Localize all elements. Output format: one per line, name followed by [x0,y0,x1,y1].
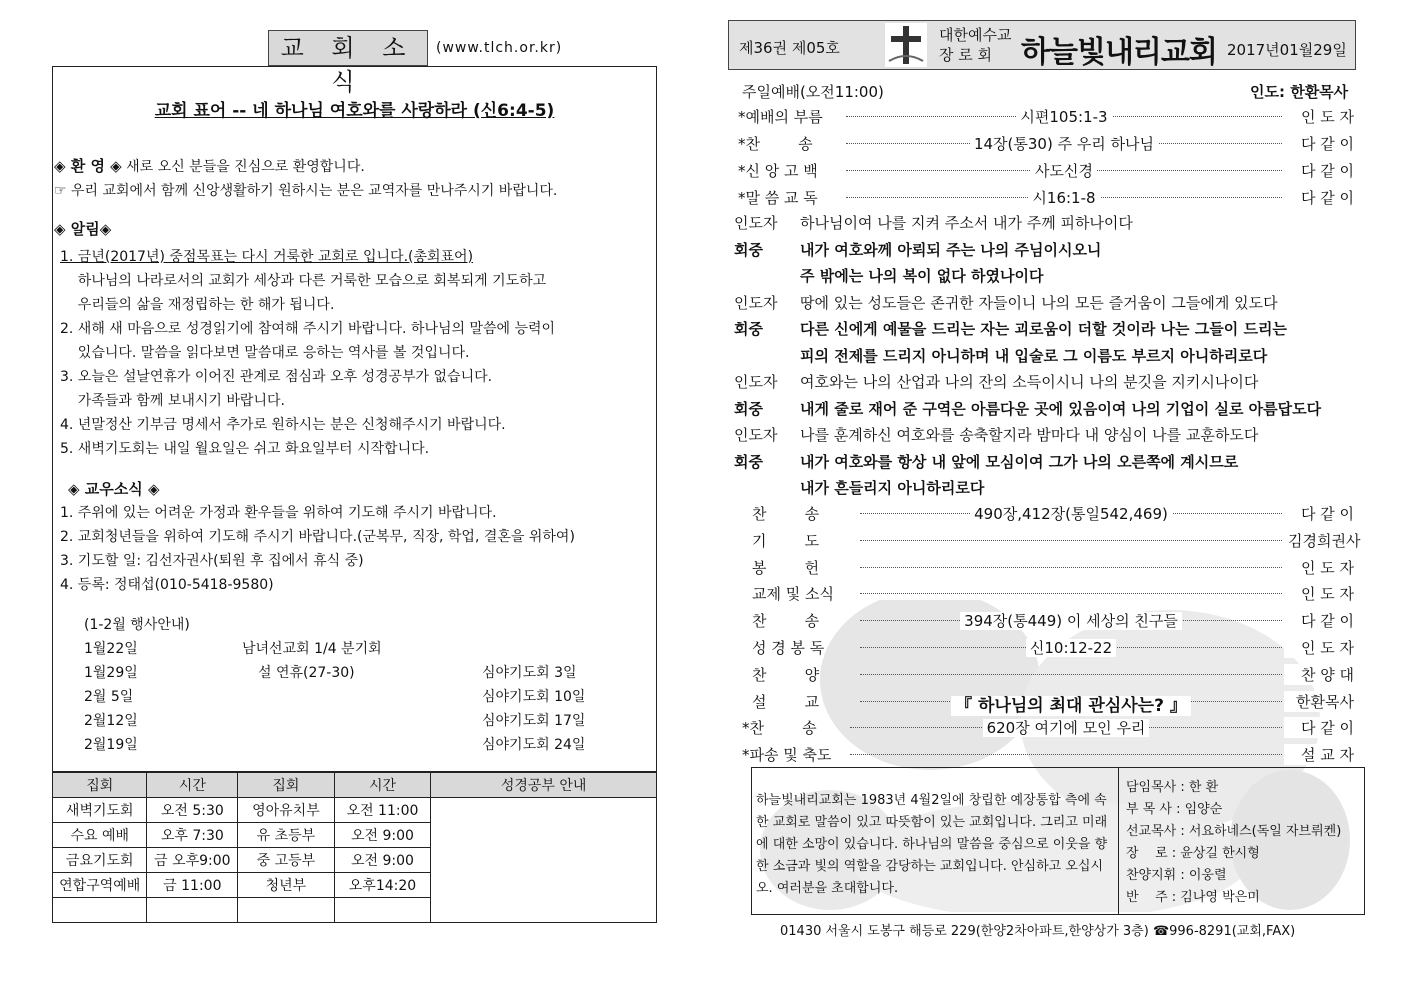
event-date: 1월29일 [84,665,138,681]
order-content-text: 620장 여기에 모인 우리 [983,719,1150,737]
schedule-cell: 중 고등부 [238,848,334,873]
event-name: 남녀선교회 1/4 분기회 [242,641,382,657]
order-label: *파송 및 축도 [742,746,832,765]
welcome-text: 새로 오신 분들을 진심으로 환영합니다. [121,159,365,175]
order-content-text: 사도신경 [1031,162,1097,180]
order-responsible: 다 같 이 [1284,133,1354,154]
order-responsible: 인 도 자 [1284,637,1354,658]
responsive-line: 주 밖에는 나의 복이 없다 하였나이다 [800,267,1044,285]
event-name: 설 연휴(27-30) [258,665,355,681]
leader-dots [850,754,1282,755]
responsive-line: 내가 여호와를 항상 내 앞에 모심이여 그가 나의 오른쪽에 계시므로 [800,452,1239,471]
order-label: *예배의 부름 [738,108,823,126]
schedule-header-cell: 성경공부 안내 [431,773,657,798]
order-content-text: 신10:12-22 [1026,639,1116,657]
notice-heading: ◈ 알림◈ [54,220,112,238]
order-content [852,503,1290,524]
order-content [852,691,1290,716]
order-label: 찬 양 [752,665,820,684]
notice-item: 우리들의 삶을 재정립하는 한 해가 됩니다. [60,297,335,313]
notice-item: 2. 새해 새 마음으로 성경읽기에 참여해 주시기 바랍니다. 하나님의 말씀에 능력이 [60,321,556,337]
order-content [852,610,1290,631]
event-night-prayer: 심야기도회 10일 [482,689,586,705]
order-content-text: 394장(통449) 이 세상의 친구들 [960,612,1182,630]
bulletin-header [728,20,1356,70]
schedule-table [52,772,657,923]
order-content-text: 시편105:1-3 [1016,108,1111,126]
responsive-line: 내가 흔들리지 아니하리로다 [800,479,985,497]
order-label: *찬 송 [742,719,817,738]
schedule-header-cell: 시간 [147,773,238,798]
event-night-prayer: 심야기도회 17일 [482,713,586,729]
order-responsible: 다 같 이 [1284,717,1354,738]
leader-dots [860,567,1282,568]
member-news-item: 1. 주위에 있는 어려운 가정과 환우들을 위하여 기도해 주시기 바랍니다. [60,505,497,521]
order-label: 찬 송 [752,612,820,631]
order-label: 기 도 [752,531,820,550]
schedule-header-cell: 집회 [53,773,147,798]
church-name: 하늘빛내리교회 [1021,35,1217,70]
bible-study-cell-a [431,798,657,923]
responsive-line: 땅에 있는 성도들은 존귀한 자들이니 나의 모든 즐거움이 그들에게 있도다 [800,293,1278,312]
reader-role: 회중 [734,240,763,259]
reader-role: 회중 [734,452,763,471]
member-news-item: 4. 등록: 정태섭(010-5418-9580) [60,577,274,593]
order-label: 교제 및 소식 [752,585,834,604]
schedule-cell: 오전 9:00 [334,823,431,848]
info-divider [1118,767,1119,915]
schedule-cell: 금 11:00 [147,873,238,898]
order-responsible: 다 같 이 [1284,187,1354,208]
order-responsible: 김경희권사 [1284,530,1354,551]
denomination-line-1: 대한예수교 [939,26,1012,44]
staff-member: 담임목사 : 한 환 [1126,780,1219,795]
volume-number: 제36권 제05호 [739,39,840,57]
order-label: *신 앙 고 백 [738,162,818,180]
events-heading: (1-2월 행사안내) [84,617,190,633]
schedule-cell [334,898,431,923]
order-responsible: 한환목사 [1284,691,1354,712]
order-responsible: 다 같 이 [1284,610,1354,631]
schedule-cell: 오전 11:00 [334,798,431,823]
welcome-note: ☞ 우리 교회에서 함께 신앙생활하기 원하시는 분은 교역자를 만나주시기 바랍니다. [54,183,558,199]
schedule-cell: 새벽기도회 [53,798,147,823]
schedule-cell: 금 오후9:00 [147,848,238,873]
member-news-item: 3. 기도할 일: 김선자권사(퇴원 후 집에서 휴식 중) [60,553,364,569]
schedule-cell: 유 초등부 [238,823,334,848]
schedule-cell: 영아유치부 [238,798,334,823]
notice-item: 5. 새벽기도회는 내일 월요일은 쉬고 화요일부터 시작합니다. [60,441,430,457]
responsive-line: 내가 여호와께 아뢰되 주는 나의 주님이시오니 [800,240,1102,259]
event-night-prayer: 심야기도회 24일 [482,737,586,753]
website-url[interactable]: (www.tlch.or.kr) [436,40,563,56]
responsive-line: 여호와는 나의 산업과 나의 잔의 소득이시니 나의 분깃을 지키시나이다 [800,373,1259,391]
section-title: 교 회 소 식 [268,30,428,66]
order-content-text: 시16:1-8 [1028,189,1099,207]
order-responsible: 인 도 자 [1284,557,1354,578]
responsive-line: 나를 훈계하신 여호와를 송축할지라 밤마다 내 양심이 나를 교훈하도다 [800,426,1259,444]
notice-item: 하나님의 나라로서의 교회가 세상과 다른 거룩한 모습으로 회복되게 기도하고 [60,273,547,289]
reader-role: 회중 [734,399,763,418]
church-cross-logo [885,23,927,67]
schedule-cell: 오후 7:30 [147,823,238,848]
order-label: 찬 송 [752,505,820,523]
order-responsible: 다 같 이 [1284,160,1354,181]
order-content [838,160,1290,181]
reader-role: 인도자 [734,373,778,391]
event-date: 2월 5일 [84,689,134,705]
reader-role: 인도자 [734,426,778,444]
reader-role: 인도자 [734,293,778,312]
schedule-cell: 오후14:20 [334,873,431,898]
schedule-header-cell: 시간 [334,773,431,798]
staff-member: 부 목 사 : 임양순 [1126,802,1223,817]
schedule-header-cell: 집회 [238,773,334,798]
responsive-line: 내게 줄로 재어 준 구역은 아름다운 곳에 있음이여 나의 기업이 실로 아름답도다 [800,399,1322,418]
reader-role: 인도자 [734,214,778,232]
event-date: 2월19일 [84,737,138,753]
service-name: 주일예배(오전11:00) [742,83,884,101]
schedule-cell: 오전 9:00 [334,848,431,873]
staff-member: 선교목사 : 서요하네스(독일 자브뤼켄) [1126,824,1342,839]
schedule-cell: 금요기도회 [53,848,147,873]
notice-item: 3. 오늘은 설날연휴가 이어진 관계로 점심과 오후 성경공부가 없습니다. [60,369,493,385]
service-leader: 인도: 한환목사 [1250,83,1349,101]
responsive-line: 피의 전제를 드리지 아니하며 내 입술로 그 이름도 부르지 아니하리로다 [800,346,1268,365]
order-label: *찬 송 [738,135,813,153]
schedule-cell [238,898,334,923]
church-motto: 교회 표어 -- 네 하나님 여호와를 사랑하라 (신6:4-5) [154,101,555,121]
staff-member: 찬양지휘 : 이웅렬 [1126,868,1227,883]
order-content [838,133,1290,154]
reader-role: 회중 [734,320,763,338]
notice-item: 있습니다. 말씀을 읽다보면 말씀대로 응하는 역사를 볼 것입니다. [60,345,470,361]
order-content-text: 490장,412장(통일542,469) [970,505,1172,523]
leader-dots [860,540,1282,541]
order-label: 봉 헌 [752,558,820,577]
order-content [852,637,1290,658]
order-label: 성 경 봉 독 [752,639,825,657]
schedule-cell: 오전 5:30 [147,798,238,823]
schedule-cell: 청년부 [238,873,334,898]
order-content [842,717,1290,738]
welcome-line [54,155,365,176]
order-responsible: 다 같 이 [1284,503,1354,524]
bulletin-date: 2017년01월29일 [1227,41,1347,59]
order-responsible: 인 도 자 [1284,106,1354,127]
event-night-prayer: 심야기도회 3일 [482,665,577,681]
leader-dots [860,674,1282,675]
order-content-text: 『 하나님의 최대 관심사는? 』 [951,696,1191,716]
responsive-line: 다른 신에게 예물을 드리는 자는 괴로움이 더할 것이라 나는 그들이 드리는 [800,320,1287,338]
order-responsible: 찬 양 대 [1284,664,1354,685]
order-content [838,106,1290,127]
notice-item: 4. 년말정산 기부금 명세서 추가로 원하시는 분은 신청해주시기 바랍니다. [60,417,506,433]
schedule-cell: 연합구역예배 [53,873,147,898]
schedule-cell [147,898,238,923]
order-responsible: 인 도 자 [1284,583,1354,604]
notice-item: 가족들과 함께 보내시기 바랍니다. [60,393,285,409]
schedule-cell: 수요 예배 [53,823,147,848]
order-responsible: 설 교 자 [1284,744,1354,765]
church-address: 01430 서울시 도봉구 해등로 229(한양2차아파트,한양상가 3층) ☎996-8291(교회,FAX) [780,924,1296,939]
welcome-heading: ◈ 환 영 ◈ [54,157,122,175]
member-news-item: 2. 교회청년들을 위하여 기도해 주시기 바랍니다.(군복무, 직장, 학업, 결혼을 위하여) [60,529,575,545]
schedule-cell [53,898,147,923]
staff-member: 장 로 : 윤상길 한시형 [1126,846,1260,861]
responsive-line: 하나님이여 나를 지켜 주소서 내가 주께 피하나이다 [800,214,1133,232]
member-news-heading: ◈ 교우소식 ◈ [68,480,160,498]
church-intro: 하늘빛내리교회는 1983년 4월2일에 창립한 예장통합 측에 속한 교회로 말씀이 있고 따뜻함이 있는 교회입니다. 그리고 미래에 대한 소망이 있습니다. 하나님의 말씀을 중심으로 이웃을 향한 소금과 빛의 역할을 감당하는 교회입니다. 안심하고 오십시오. 여러분을 초대합니다. [756,793,1108,896]
staff-member: 반 주 : 김나영 박은미 [1126,890,1260,905]
denomination-line-2: 장 로 회 [939,46,993,64]
order-label: *말 씀 교 독 [738,189,818,207]
schedule-header-row [53,773,657,798]
order-label: 설 교 [752,692,820,711]
event-date: 1월22일 [84,641,138,657]
schedule-row [53,798,657,823]
denomination [939,25,1011,65]
notice-item: 1. 금년(2017년) 중점목표는 다시 거룩한 교회로 입니다.(총회표어) [60,249,474,265]
order-content [838,187,1290,208]
order-content-text: 14장(통30) 주 우리 하나님 [970,135,1158,153]
event-date: 2월12일 [84,713,138,729]
leader-dots [860,593,1282,594]
